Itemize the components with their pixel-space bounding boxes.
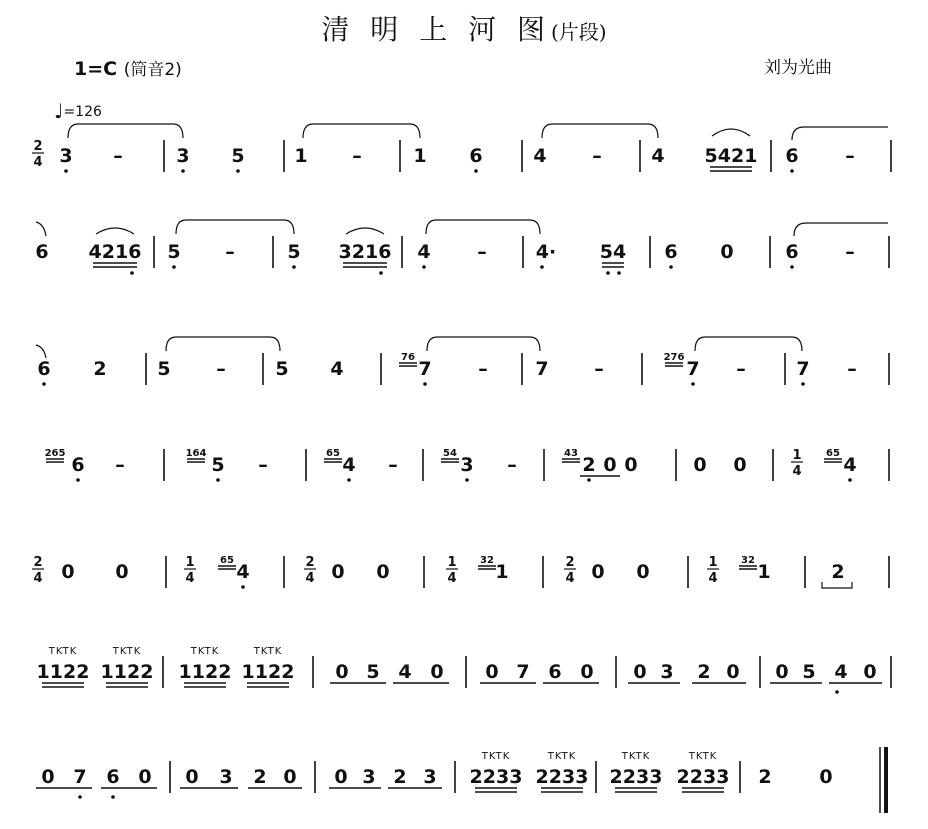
note-group: 1122 (36, 661, 90, 683)
dash: – (258, 454, 268, 476)
note: 4 (843, 454, 857, 476)
note: 0 (633, 661, 647, 683)
grace-note: 32 (741, 555, 755, 566)
time-signature-top: 1 (708, 555, 718, 570)
note: 4 (834, 661, 848, 683)
octave-dot (42, 382, 46, 386)
tonguing-mark: TKTK (253, 646, 283, 657)
octave-dot (241, 585, 245, 589)
note: 0 (580, 661, 594, 683)
grace-note: 76 (401, 352, 415, 363)
note: 0 (819, 766, 833, 788)
time-signature-top: 1 (792, 448, 802, 463)
octave-dot (423, 382, 427, 386)
note: 0 (733, 454, 747, 476)
octave-dot (617, 271, 621, 275)
time-signature-top: 2 (33, 555, 43, 570)
title-text: 清 明 上 河 图 (321, 13, 551, 46)
octave-dot (379, 271, 383, 275)
title-suffix: (片段) (551, 20, 607, 44)
grace-note: 32 (480, 555, 494, 566)
note: 6 (469, 145, 483, 167)
note: 2 (93, 358, 107, 380)
dash: – (736, 358, 746, 380)
octave-dot (292, 265, 296, 269)
dash: – (507, 454, 517, 476)
tie-start (792, 127, 888, 140)
note: 0 (624, 454, 638, 476)
note-group: 2233 (676, 766, 730, 788)
note: 6 (35, 241, 49, 263)
note: 6 (548, 661, 562, 683)
note: 3 (59, 145, 73, 167)
tie-slur (542, 124, 658, 138)
octave-dot (76, 478, 80, 482)
tonguing-mark: TKTK (112, 646, 142, 657)
octave-dot (474, 169, 478, 173)
note: 3 (660, 661, 674, 683)
octave-dot (587, 478, 591, 482)
note: 0 (775, 661, 789, 683)
note: 0 (485, 661, 499, 683)
note: 1 (413, 145, 427, 167)
note: 0 (603, 454, 617, 476)
note: 4 (651, 145, 665, 167)
octave-dot (347, 478, 351, 482)
tempo-value: =126 (63, 104, 102, 120)
dash: – (477, 241, 487, 263)
slur (712, 129, 750, 136)
note: 0 (41, 766, 55, 788)
octave-dot (78, 795, 82, 799)
note: 2 (697, 661, 711, 683)
note-group: 5421 (704, 145, 758, 167)
note: 4 (342, 454, 356, 476)
time-signature-top: 2 (565, 555, 575, 570)
grace-note: 65 (220, 555, 234, 566)
octave-dot (111, 795, 115, 799)
tie-slur (176, 220, 294, 234)
note: 7 (418, 358, 432, 380)
note: 2 (253, 766, 267, 788)
note: 5 (211, 454, 225, 476)
note: 5 (275, 358, 289, 380)
octave-dot (835, 690, 839, 694)
note-group: 1122 (100, 661, 154, 683)
grace-note: 164 (185, 448, 207, 459)
note: 4 (330, 358, 344, 380)
note: 0 (283, 766, 297, 788)
tonguing-mark: TKTK (688, 751, 718, 762)
key-text: 1=C (74, 58, 118, 80)
octave-dot (606, 271, 610, 275)
note: 0 (863, 661, 877, 683)
note-group: 3216 (338, 241, 392, 263)
time-signature-bottom: 4 (708, 571, 718, 586)
tonguing-mark: TKTK (48, 646, 78, 657)
octave-dot (130, 271, 134, 275)
note: 0 (591, 561, 605, 583)
time-signature-bottom: 4 (447, 571, 457, 586)
tonguing-mark: TKTK (621, 751, 651, 762)
note: 6 (664, 241, 678, 263)
octave-dot (465, 478, 469, 482)
tie-slur (426, 220, 540, 234)
dash: – (478, 358, 488, 380)
note: 0 (335, 661, 349, 683)
note: 0 (115, 561, 129, 583)
note: 0 (331, 561, 345, 583)
tie-slur (303, 124, 420, 138)
grace-note: 54 (443, 448, 457, 459)
composer: 刘为光曲 (764, 58, 832, 78)
note: 3 (362, 766, 376, 788)
dash: – (592, 145, 602, 167)
note-group: 2233 (535, 766, 589, 788)
dash: – (352, 145, 362, 167)
note: 3 (460, 454, 474, 476)
dash: – (388, 454, 398, 476)
time-signature-bottom: 4 (792, 464, 802, 479)
octave-dot (422, 265, 426, 269)
note: 2 (393, 766, 407, 788)
note-group: 1122 (241, 661, 295, 683)
note: 6 (37, 358, 51, 380)
octave-dot (64, 169, 68, 173)
dash: – (594, 358, 604, 380)
grace-note: 43 (564, 448, 578, 459)
tie-end (36, 222, 46, 236)
note: 5 (157, 358, 171, 380)
note-group: 1122 (178, 661, 232, 683)
note: 2 (758, 766, 772, 788)
note: 1 (294, 145, 308, 167)
tie-slur (68, 124, 183, 138)
time-signature-bottom: 4 (33, 155, 43, 170)
grace-note: 65 (326, 448, 340, 459)
note: 0 (376, 561, 390, 583)
note: 4· (535, 241, 557, 263)
note: 6 (106, 766, 120, 788)
time-signature-top: 1 (185, 555, 195, 570)
note: 0 (61, 561, 75, 583)
octave-dot (669, 265, 673, 269)
tie-slur (166, 337, 280, 351)
note: 1 (757, 561, 771, 583)
note: 0 (138, 766, 152, 788)
note-group: 54 (599, 241, 627, 263)
note: 3 (176, 145, 190, 167)
octave-dot (216, 478, 220, 482)
note: 5 (366, 661, 380, 683)
note: 7 (796, 358, 810, 380)
tonguing-mark: TKTK (190, 646, 220, 657)
tonguing-mark: TKTK (547, 751, 577, 762)
dash: – (115, 454, 125, 476)
time-signature-bottom: 4 (33, 571, 43, 586)
dash: – (845, 145, 855, 167)
note: 5 (287, 241, 301, 263)
dash: – (216, 358, 226, 380)
time-signature-top: 2 (33, 139, 43, 154)
note: 0 (185, 766, 199, 788)
dash: – (845, 241, 855, 263)
note: 5 (231, 145, 245, 167)
note: 6 (785, 241, 799, 263)
octave-dot (172, 265, 176, 269)
note: 3 (219, 766, 233, 788)
octave-dot (801, 382, 805, 386)
note: 2 (582, 454, 596, 476)
slur (96, 228, 134, 234)
note: 7 (516, 661, 530, 683)
dash: – (225, 241, 235, 263)
note-group: 4216 (88, 241, 142, 263)
octave-dot (790, 265, 794, 269)
note: 0 (720, 241, 734, 263)
quarter-note-icon: ♩ (54, 99, 64, 123)
note: 5 (167, 241, 181, 263)
note: 4 (533, 145, 547, 167)
note-group: 2233 (469, 766, 523, 788)
octave-dot (691, 382, 695, 386)
octave-dot (848, 478, 852, 482)
time-signature-bottom: 4 (565, 571, 575, 586)
note: 6 (785, 145, 799, 167)
note-group: 2233 (609, 766, 663, 788)
tonguing-mark: TKTK (481, 751, 511, 762)
note: 7 (686, 358, 700, 380)
note: 1 (495, 561, 509, 583)
note: 4 (236, 561, 250, 583)
grace-note: 65 (826, 448, 840, 459)
tie-slur (695, 337, 802, 351)
grace-note: 276 (663, 352, 685, 363)
tie-end (36, 345, 46, 358)
octave-dot (540, 265, 544, 269)
note: 0 (726, 661, 740, 683)
octave-dot (181, 169, 185, 173)
note: 7 (73, 766, 87, 788)
note: 0 (693, 454, 707, 476)
time-signature-top: 2 (305, 555, 315, 570)
time-signature-bottom: 4 (185, 571, 195, 586)
slur (346, 228, 384, 234)
octave-dot (790, 169, 794, 173)
dash: – (113, 145, 123, 167)
key-note: (筒音2) (123, 60, 182, 80)
tie-start (794, 223, 888, 236)
note: 3 (423, 766, 437, 788)
time-signature-top: 1 (447, 555, 457, 570)
octave-dot (236, 169, 240, 173)
note: 0 (636, 561, 650, 583)
note: 2 (831, 561, 845, 583)
note: 5 (802, 661, 816, 683)
note: 0 (430, 661, 444, 683)
tie-slur (427, 337, 540, 351)
dash: – (847, 358, 857, 380)
note: 0 (334, 766, 348, 788)
note: 6 (71, 454, 85, 476)
note: 7 (535, 358, 549, 380)
time-signature-bottom: 4 (305, 571, 315, 586)
note: 4 (417, 241, 431, 263)
note: 4 (398, 661, 412, 683)
grace-note: 265 (44, 448, 66, 459)
